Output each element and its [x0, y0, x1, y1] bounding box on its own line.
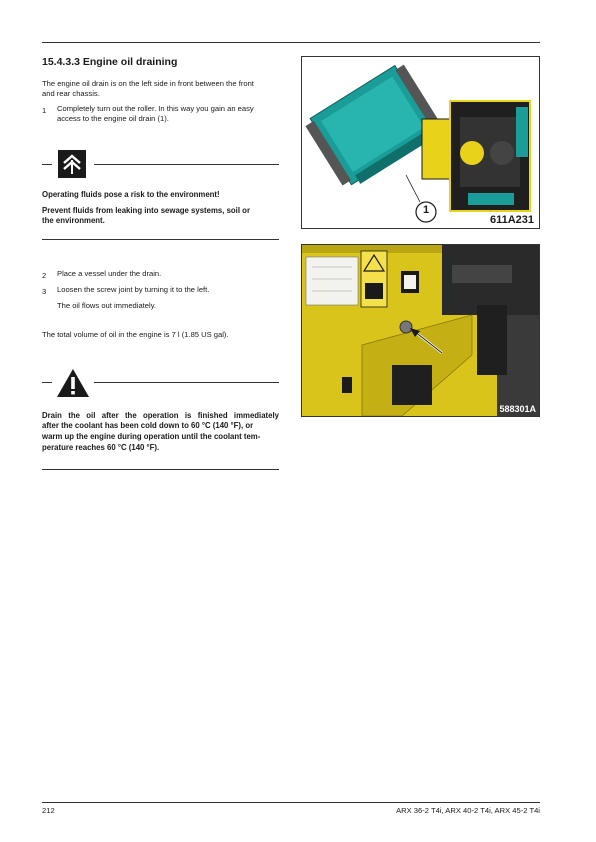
- figure-1-code: 611A231: [489, 214, 534, 226]
- step-1-line-2: access to the engine oil drain (1).: [57, 114, 169, 123]
- env-notice-line-2: Prevent fluids from leaking into sewage systems, soil or: [42, 206, 250, 215]
- env-notice-line-3: the environment.: [42, 216, 105, 225]
- warning-icon: [56, 368, 90, 398]
- page-number: 212: [42, 806, 55, 815]
- warning-line-1: Drain the oil after the operation is finished immediately: [42, 411, 279, 420]
- warning-left-rule: [42, 382, 52, 383]
- env-notice-bottom-rule: [42, 239, 279, 240]
- warning-line-3: warm up the engine during operation until the coolant tem-: [42, 432, 261, 441]
- step-3-result: The oil flows out immediately.: [57, 301, 157, 310]
- footer-rule: [42, 802, 540, 803]
- env-notice-line-1: Operating fluids pose a risk to the environment!: [42, 190, 220, 199]
- footer-models: ARX 36-2 T4i, ARX 40-2 T4i, ARX 45-2 T4i: [396, 806, 540, 815]
- top-rule: [42, 42, 540, 43]
- oil-volume-text: The total volume of oil in the engine is 7 l (1.85 US gal).: [42, 330, 229, 339]
- env-notice-left-rule: [42, 164, 52, 165]
- intro-line-2: and rear chassis.: [42, 89, 100, 98]
- step-2-number: 2: [42, 271, 47, 280]
- environment-icon: [58, 150, 86, 178]
- figure-roller-top-view: [301, 56, 540, 229]
- figure-engine-drain-photo: [301, 244, 540, 417]
- env-notice-right-rule: [94, 164, 279, 165]
- step-1-number: 1: [42, 106, 47, 115]
- step-3-text: Loosen the screw joint by turning it to the left.: [57, 285, 210, 294]
- section-title: 15.4.3.3 Engine oil draining: [42, 56, 178, 68]
- intro-line-1: The engine oil drain is on the left side in front between the front: [42, 79, 254, 88]
- step-3-number: 3: [42, 287, 47, 296]
- figure-2-code: 588301A: [499, 404, 536, 414]
- warning-bottom-rule: [42, 469, 279, 470]
- step-1-line-1: Completely turn out the roller. In this way you gain an easy: [57, 104, 254, 113]
- step-2-text: Place a vessel under the drain.: [57, 269, 162, 278]
- warning-line-2: after the coolant has been cold down to 60 °C (140 °F), or: [42, 421, 254, 430]
- figure-1-callout: 1: [422, 204, 430, 216]
- warning-right-rule: [94, 382, 279, 383]
- warning-line-4: perature reaches 60 °C (140 °F).: [42, 443, 160, 452]
